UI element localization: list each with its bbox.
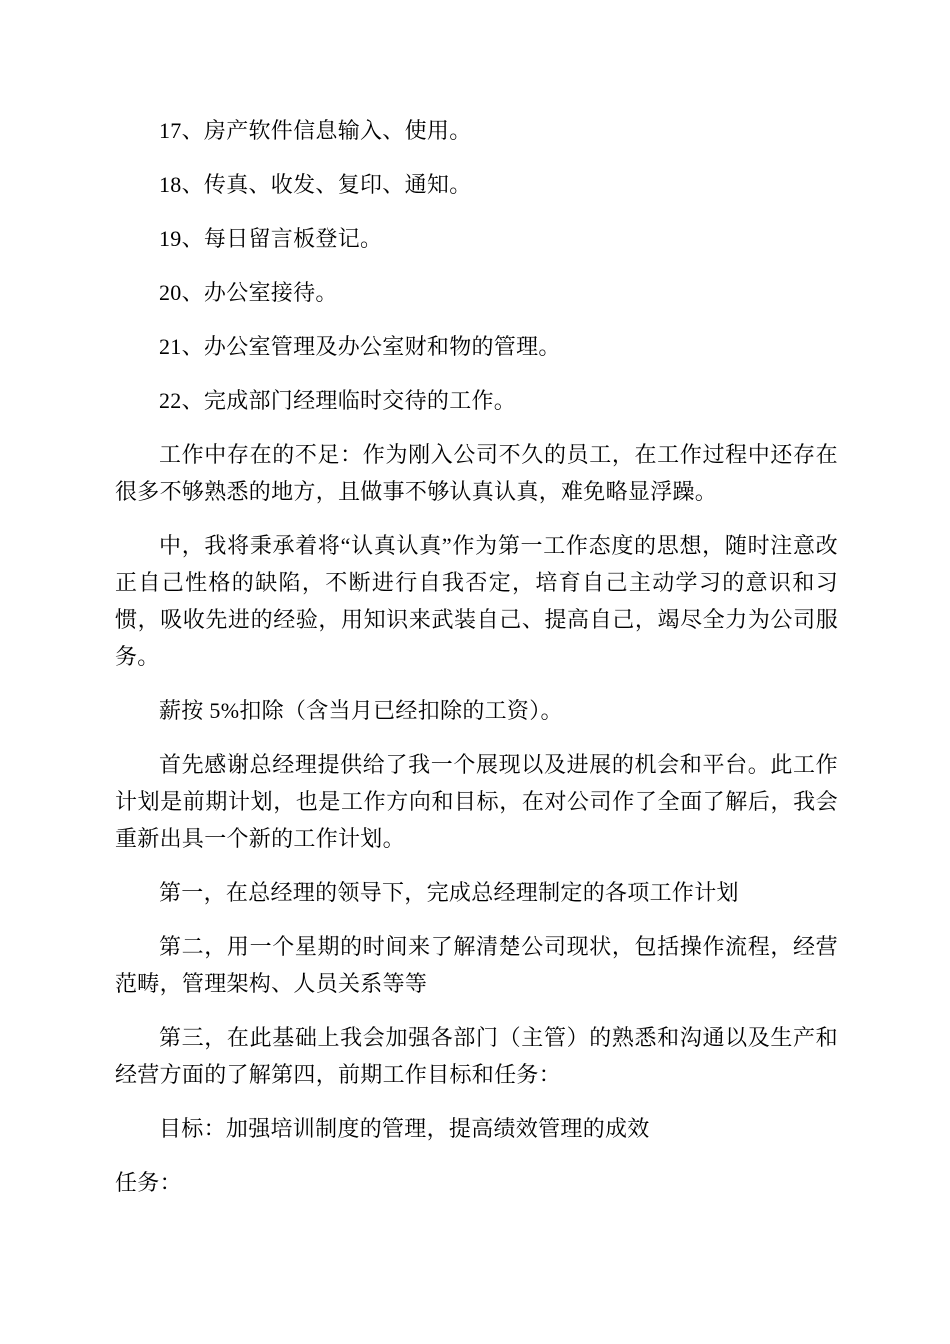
list-item-19: 19、每日留言板登记。 [159,226,383,251]
paragraph-point-third: 第三，在此基础上我会加强各部门（主管）的熟悉和沟通以及生产和经营方面的了解第四，前期工作目标和任务： [115,1025,838,1087]
list-item-17: 17、房产软件信息输入、使用。 [159,118,472,143]
paragraph-task-label: 任务： [115,1170,182,1195]
paragraph-shortcomings: 工作中存在的不足：作为刚入公司不久的员工，在工作过程中还存在很多不够熟悉的地方，且做事不够认真认真，难免略显浮躁。 [115,442,838,504]
list-item-21: 21、办公室管理及办公室财和物的管理。 [159,334,561,359]
paragraph-work-attitude: 中，我将秉承着将“认真认真”作为第一工作态度的思想，随时注意改正自己性格的缺陷，不断进行自我否定，培育自己主动学习的意识和习惯，吸收先进的经验，用知识来武装自己、提高自己，竭尽全力为公司服务。 [115,533,838,669]
list-item-20: 20、办公室接待。 [159,280,338,305]
paragraph-point-first: 第一，在总经理的领导下，完成总经理制定的各项工作计划 [159,880,739,905]
paragraph-goal: 目标：加强培训制度的管理，提高绩效管理的成效 [159,1116,650,1141]
paragraph-thanks-general-manager: 首先感谢总经理提供给了我一个展现以及进展的机会和平台。此工作计划是前期计划，也是工作方向和目标，在对公司作了全面了解后，我会重新出具一个新的工作计划。 [115,752,838,851]
list-item-22: 22、完成部门经理临时交待的工作。 [159,388,517,413]
paragraph-point-second: 第二，用一个星期的时间来了解清楚公司现状，包括操作流程，经营范畴，管理架构、人员关系等等 [115,934,838,996]
paragraph-salary-deduction: 薪按 5%扣除（含当月已经扣除的工资）。 [159,698,563,723]
list-item-18: 18、传真、收发、复印、通知。 [159,172,472,197]
